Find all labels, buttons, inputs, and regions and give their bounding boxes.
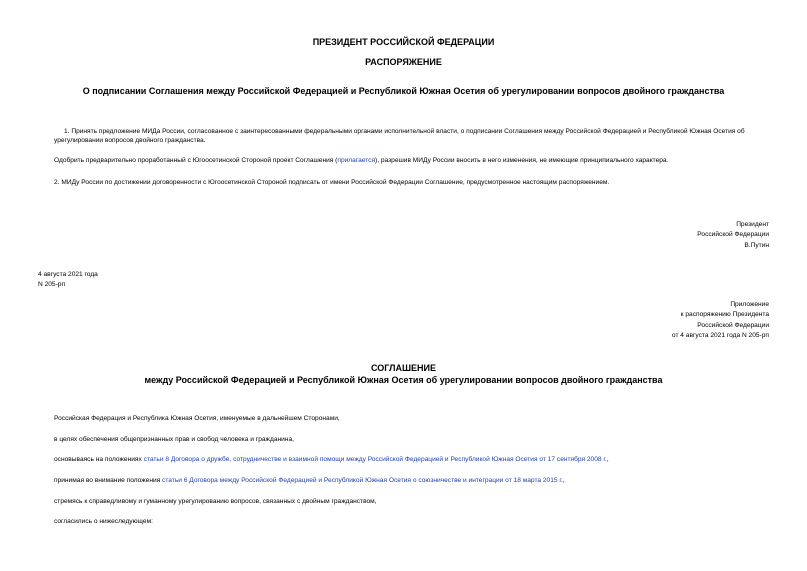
appendix-block (672, 300, 769, 342)
signature-country: Российской Федерации (697, 231, 769, 239)
signature-name: В.Путин (744, 241, 769, 249)
order-paragraph-2 (54, 156, 770, 165)
attachment-link[interactable]: прилагается (337, 157, 376, 164)
agreement-line-3 (54, 455, 609, 464)
appendix-date-number: от 4 августа 2021 года N 205-рп (671, 332, 769, 340)
order-paragraph-1: 1. Принять предложение МИДа России, согласованное с заинтересованными федеральными органами исполнительной власти, о подписании Соглашения между Российской Федерацией и Республикой Южная Осетия об урегулировании вопросов двойного гражданства. (54, 128, 745, 144)
agreement-line-4 (54, 476, 565, 485)
agreement-subtitle: между Российской Федерацией и Республикой Южная Осетия об урегулировании вопросов двойного гражданства (144, 375, 663, 385)
agreement-line-3-text: основываясь на положениях (54, 456, 144, 463)
appendix-country: Российской Федерации (697, 321, 769, 329)
signature-position: Президент (736, 221, 769, 228)
agreement-line-2: в целях обеспечения общепризнанных прав и свобод человека и гражданина, (54, 436, 294, 443)
date-block (38, 270, 98, 290)
agreement-line-4-text: принимая во внимание положения (54, 477, 163, 484)
agreement-line-6: согласились о нижеследующем: (54, 518, 153, 525)
agreement-line-3-punct: , (606, 456, 609, 463)
agreement-line-1: Российская Федерация и Республика Южная Осетия, именуемые в дальнейшем Сторонами, (54, 415, 340, 422)
agreement-line-4-punct: , (562, 477, 565, 484)
order-number: N 205-рп (38, 281, 66, 288)
appendix-reference: к распоряжению Президента (680, 311, 769, 319)
agreement-line-5: стремясь к справедливому и гуманному урегулированию вопросов, связанных с двойным гражданством, (54, 498, 377, 505)
friendship-treaty-link[interactable]: статьи 8 Договора о дружбе, сотрудничестве и взаимной помощи между Российской Федерацией и Республикой Южная Осетия от 17 сентября 2008 г. (143, 456, 607, 463)
issuer-heading: ПРЕЗИДЕНТ РОССИЙСКОЙ ФЕДЕРАЦИИ (312, 37, 495, 47)
appendix-label: Приложение (730, 301, 769, 308)
order-paragraph-2-text-before: Одобрить предварительно проработанный с Югоосетинской Стороной проект Соглашения ( (54, 157, 338, 164)
agreement-title: СОГЛАШЕНИЕ (371, 363, 436, 373)
order-date: 4 августа 2021 года (38, 271, 98, 278)
document-title: О подписании Соглашения между Российской Федерацией и Республикой Южная Осетия об урегулировании вопросов двойного гражданства (82, 86, 725, 96)
integration-treaty-link[interactable]: статьи 6 Договора между Российской Федерацией и Республикой Южная Осетия о союзничестве и интеграции от 18 марта 2015 г. (162, 477, 563, 484)
signature-block (697, 220, 769, 251)
order-paragraph-2-text-after: ), разрешив МИДу России вносить в него изменения, не имеющие принципиального характера. (375, 157, 669, 164)
order-paragraph-3: 2. МИДу России по достижении договоренности с Югоосетинской Стороной подписать от имени Российской Федерации Соглашение, предусмотренное настоящим распоряжением. (54, 179, 610, 186)
document-type-heading: РАСПОРЯЖЕНИЕ (365, 57, 442, 67)
